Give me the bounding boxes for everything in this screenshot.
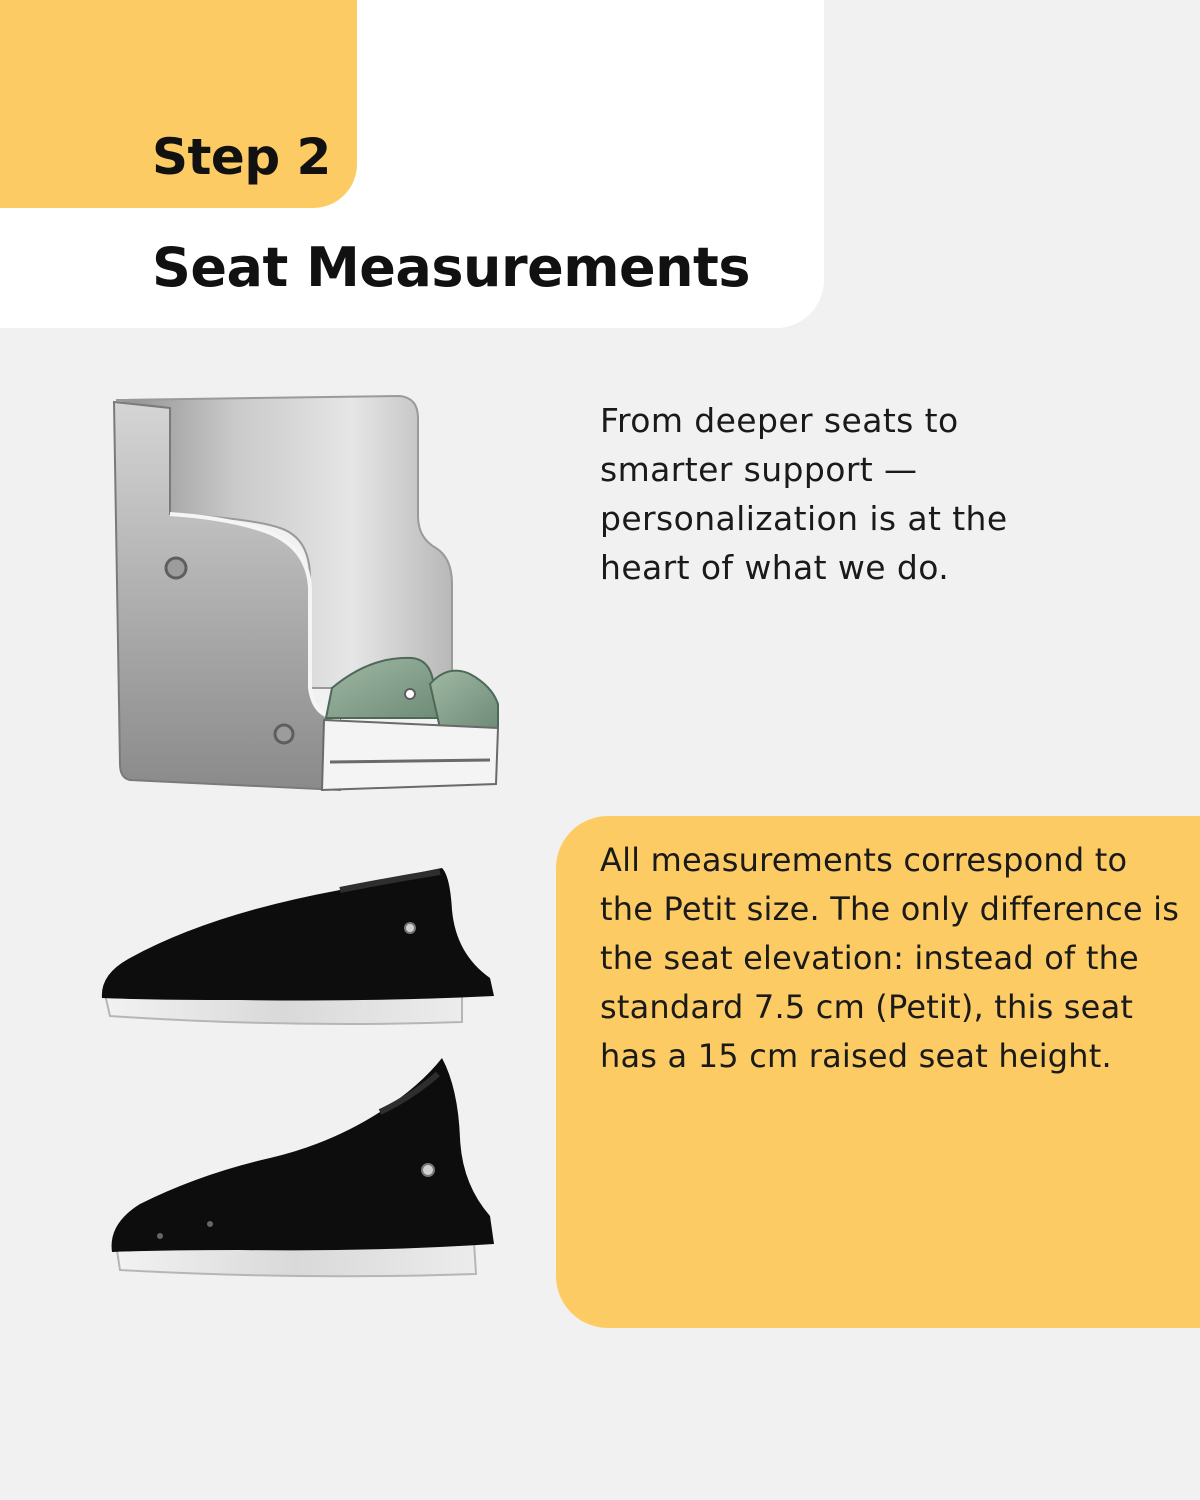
- note-card: [556, 816, 1200, 1328]
- note-text: All measurements correspond to the Petit size. The only difference is the seat elevation: instead of the standard 7.5 cm (Petit), this seat has a 15 cm raised seat height.: [600, 841, 1180, 1075]
- step-label: Step 2: [152, 128, 331, 186]
- intro-text: From deeper seats to smarter support — personalization is at the heart of what we do.: [600, 401, 1008, 587]
- page-title: Seat Measurements: [152, 236, 750, 299]
- seat-shell-icon: [100, 388, 520, 800]
- header-card: [0, 0, 824, 328]
- cushion-raised-icon: [90, 1048, 510, 1288]
